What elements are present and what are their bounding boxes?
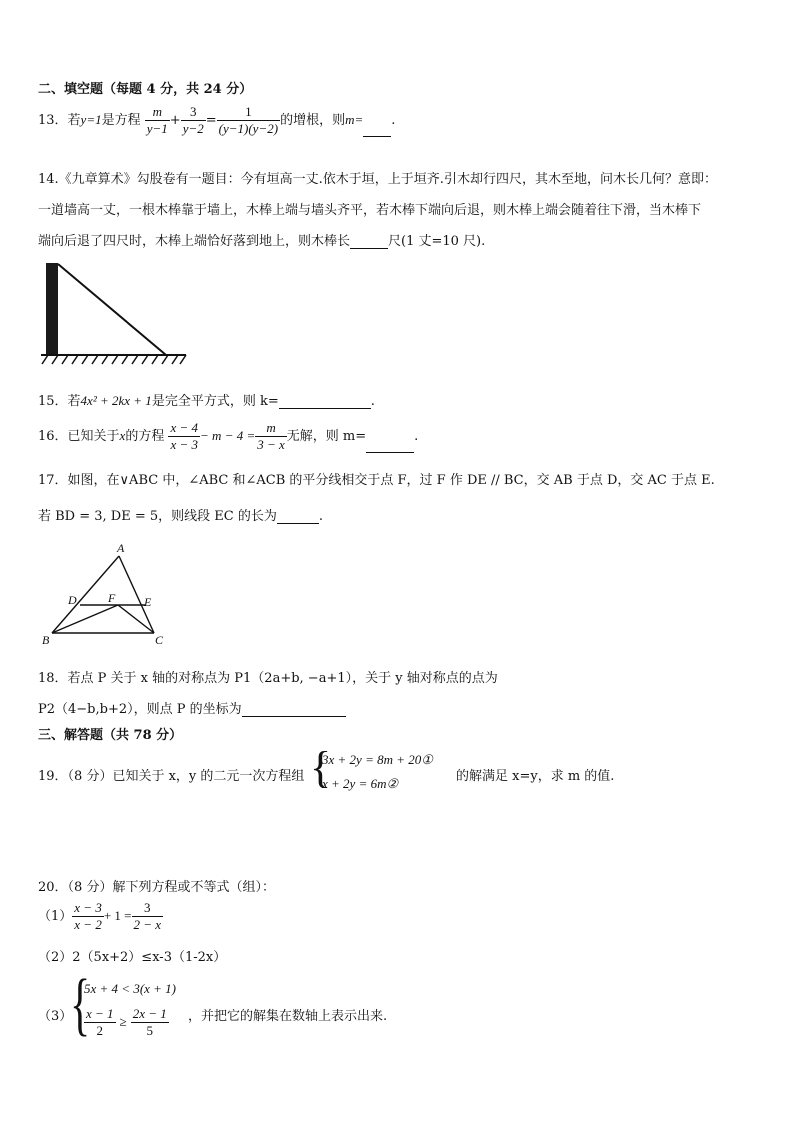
q20-p3-inequality-2: [84, 1006, 169, 1039]
q16-end: .: [414, 429, 419, 444]
q14-line-3a: 端向后退了四尺时，木棒上端恰好落到地上，则木棒长: [38, 234, 351, 249]
wall-ladder-figure: [38, 260, 190, 368]
q13-prefix: 13．若: [38, 113, 81, 128]
segment-bf: [52, 605, 118, 633]
q20-part-1: [38, 900, 163, 933]
q15-end: .: [370, 394, 375, 409]
label-c: C: [155, 633, 164, 647]
q18-line-2-text: P2（4−b,b+2），则点 P 的坐标为: [38, 702, 242, 717]
q13-plus: +: [169, 113, 181, 128]
q13-answer-blank[interactable]: [363, 122, 391, 137]
label-b: B: [42, 633, 50, 647]
question-15: [38, 390, 375, 409]
label-d: D: [68, 593, 77, 607]
q17-line-2a: 若 BD = 3, DE = 5，则线段 EC 的长为: [38, 509, 277, 524]
q15-prefix: 15．若: [38, 394, 81, 409]
label-e: E: [144, 595, 152, 609]
triangle-figure: [38, 540, 178, 648]
q14-line-1: 14.《九章算术》勾股卷有一题目：今有垣高一丈.依木于垣，上于垣齐.引木却行四尺，其木至地，问木长几何？意即：: [38, 172, 717, 187]
label-a: A: [117, 541, 125, 555]
q17-line-2b: .: [318, 509, 323, 524]
q18-line-1: 18．若点 P 关于 x 轴的对称点为 P1（2a+b, −a+1），关于 y 轴对称点的点为: [38, 671, 498, 686]
q14-answer-blank[interactable]: [350, 234, 388, 249]
question-13: [38, 104, 395, 137]
q13-m-eq: m=: [345, 112, 364, 127]
q20-p3-ge: ≥: [119, 1014, 127, 1029]
q16-mid: 的方程: [125, 429, 165, 444]
q19-tail: 的解满足 x=y，求 m 的值.: [456, 769, 615, 784]
wall: [46, 263, 58, 355]
segment-cf: [118, 605, 154, 633]
q17-line-2: [38, 505, 323, 524]
section-3-title: 三、解答题（共 78 分）: [38, 728, 183, 743]
q13-end: .: [391, 113, 396, 128]
label-f: F: [108, 591, 116, 605]
q13-y-eq: y=1: [80, 112, 102, 127]
q14-line-3: [38, 230, 485, 249]
q14-line-3b: 尺(1 丈=10 尺).: [388, 234, 486, 249]
q20-title: 20．（8 分）解下列方程或不等式（组）：: [38, 880, 275, 895]
q13-mid: 是方程: [101, 113, 141, 128]
q20-p1-fraction-2: $\frac{3}{2 - x}$: [133, 900, 162, 932]
q18-answer-blank[interactable]: [242, 702, 346, 717]
q19-equation-1: 3x + 2y = 8m + 20①: [322, 752, 433, 767]
q16-answer-blank[interactable]: [366, 438, 414, 453]
q20-p3-fraction-1: $\frac{x - 1}{2}$: [86, 1006, 114, 1038]
q13-fraction-1: $\frac{m}{y-1}$: [146, 104, 168, 136]
ground-hatching: [42, 355, 186, 364]
q19-prefix: 19．（8 分）已知关于 x，y 的二元一次方程组: [38, 769, 305, 784]
q20-p3-tail: ，并把它的解集在数轴上表示出来.: [188, 1009, 388, 1024]
q16-tail: 无解，则 m=: [286, 429, 367, 444]
q13-eq: =: [205, 113, 217, 128]
q20-p3-brace: {: [70, 966, 91, 1043]
section-2-title: 二、填空题（每题 4 分，共 24 分）: [38, 82, 253, 97]
q15-tail: 是完全平方式，则 k=: [151, 394, 279, 409]
q16-fraction-2: $\frac{m}{3 - x}$: [257, 420, 285, 452]
question-16: [38, 420, 418, 453]
ladder-line: [58, 264, 166, 355]
q14-line-2: 一道墙高一丈，一根木棒靠于墙上，木棒上端与墙头齐平，若木棒下端向后退，则木棒上端会随着往下滑，当木棒下: [38, 203, 702, 218]
q13-tail: 的增根，则: [280, 113, 346, 128]
q20-part-2: （2）2（5x+2）≤x-3（1-2x）: [38, 950, 227, 965]
q20-p3-label: （3）: [38, 1009, 73, 1024]
q16-minus: − m − 4 =: [200, 428, 256, 443]
q20-p1-label: （1）: [38, 909, 73, 924]
q20-p1-fraction-1: $\frac{x - 3}{x - 2}$: [74, 900, 102, 932]
q20-p1-mid: + 1 =: [103, 908, 132, 923]
q19-equation-2: x + 2y = 6m②: [322, 776, 399, 791]
q19-brace: {: [310, 743, 332, 792]
q13-fraction-3: $\frac{1}{(y-1)(y-2)}$: [218, 104, 279, 136]
q16-x: x: [119, 428, 126, 443]
q20-p3-fraction-2: $\frac{2x - 1}{5}$: [132, 1006, 167, 1038]
q18-line-2: [38, 698, 346, 717]
q17-answer-blank[interactable]: [277, 509, 319, 524]
q15-expression: 4x² + 2kx + 1: [80, 393, 152, 408]
q13-fraction-2: $\frac{3}{y-2}$: [182, 104, 204, 136]
q16-prefix: 16．已知关于: [38, 429, 120, 444]
q16-fraction-1: $\frac{x - 4}{x - 3}$: [170, 420, 199, 452]
q20-p3-inequality-1: 5x + 4 < 3(x + 1): [84, 981, 177, 996]
q15-answer-blank[interactable]: [279, 394, 371, 409]
q17-line-1: 17．如图，在∨ABC 中，∠ABC 和∠ACB 的平分线相交于点 F，过 F 作 DE // BC，交 AB 于点 D，交 AC 于点 E.: [38, 473, 715, 488]
